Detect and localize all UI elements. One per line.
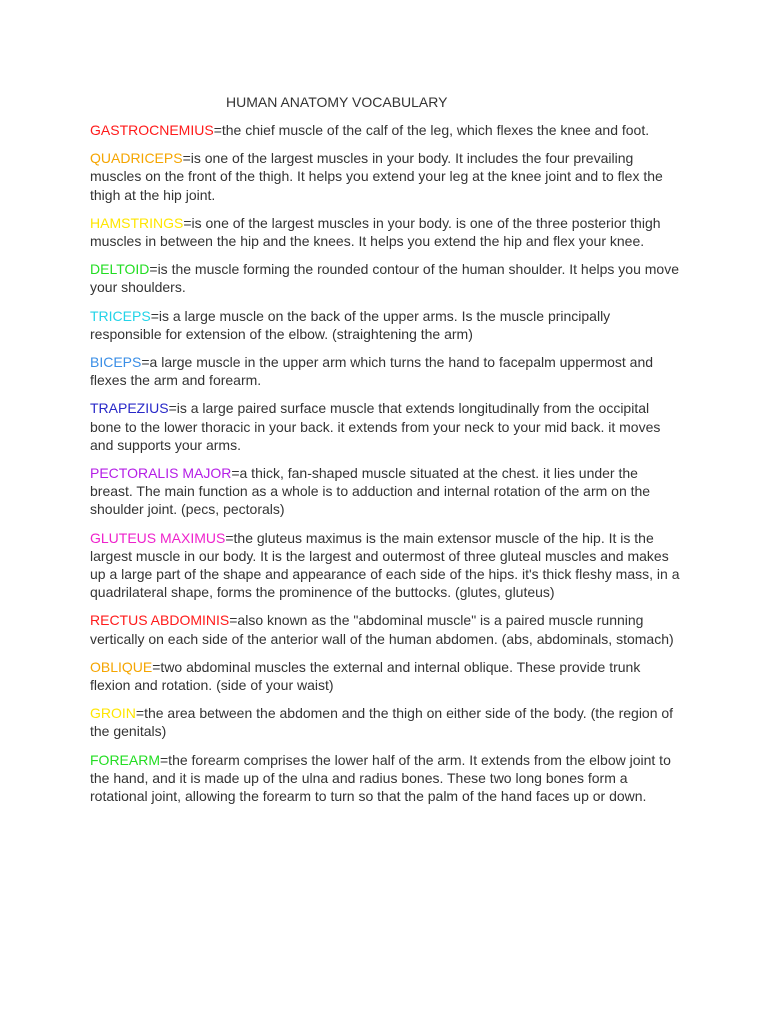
vocabulary-definition: =the chief muscle of the calf of the leg, which flexes the knee and foot. [213,122,650,138]
vocabulary-definition: =a thick, fan-shaped muscle situated at the chest. it lies under the breast. The main function as a whole is to adduction and internal rotation of the arm on the shoulder joint. (pecs, pectorals) [90,465,651,518]
vocabulary-definition: =is a large muscle on the back of the upper arms. Is the muscle principally responsible for extension of the elbow. (straightening the arm) [90,307,611,342]
vocabulary-term: FOREARM [90,751,160,768]
vocabulary-entry [90,307,684,343]
vocabulary-entry [90,149,684,204]
vocabulary-term: RECTUS ABDOMINIS [90,612,230,629]
vocabulary-list [90,121,684,815]
vocabulary-entry [90,121,684,139]
vocabulary-definition: =two abdominal muscles the external and internal oblique. These provide trunk flexion and rotation. (side of your waist) [90,658,641,694]
vocabulary-entry [90,260,684,296]
vocabulary-term: GASTROCNEMIUS [90,122,214,138]
vocabulary-definition: =the gluteus maximus is the main extensor muscle of the hip. It is the largest muscle in our body. It is the largest and outermost of three gluteal muscles and makes up a large part of the shape and appearance of each side of the hips. it's thick fleshy mass, in a quadrilateral shape, forms the prominence of the buttocks. (glutes, gluteus) [90,529,680,601]
vocabulary-term: TRICEPS [90,307,151,324]
vocabulary-term: DELTOID [90,261,150,278]
vocabulary-term: PECTORALIS MAJOR [90,465,232,482]
vocabulary-term: BICEPS [90,354,142,371]
vocabulary-entry [90,658,684,694]
vocabulary-definition: =is the muscle forming the rounded contour of the human shoulder. It helps you move your shoulders. [90,261,679,296]
vocabulary-term: GLUTEUS MAXIMUS [90,529,226,546]
vocabulary-entry [90,214,684,250]
vocabulary-term: GROIN [90,705,136,722]
vocabulary-definition: =the area between the abdomen and the thigh on either side of the body. (the region of the genitals) [90,705,674,740]
document-title: HUMAN ANATOMY VOCABULARY [226,94,448,110]
vocabulary-entry [90,704,684,740]
vocabulary-entry [90,751,684,806]
vocabulary-definition: =also known as the "abdominal muscle" is a paired muscle running vertically on each side of the anterior wall of the human abdomen. (abs, abdominals, stomach) [90,612,674,647]
vocabulary-term: QUADRICEPS [90,150,183,167]
vocabulary-definition: =is one of the largest muscles in your body. is one of the three posterior thigh muscles in between the hip and the knees. It helps you extend the hip and flex your knee. [90,214,661,250]
vocabulary-entry [90,464,684,519]
vocabulary-definition: =a large muscle in the upper arm which turns the hand to facepalm uppermost and flexes the arm and forearm. [90,354,654,389]
vocabulary-entry [90,399,684,454]
vocabulary-entry [90,353,684,389]
vocabulary-definition: =is one of the largest muscles in your body. It includes the four prevailing muscles on the front of the thigh. It helps you extend your leg at the knee joint and to flex the thigh at the hip joint. [90,150,663,203]
vocabulary-term: OBLIQUE [90,658,153,675]
vocabulary-entry [90,529,684,602]
vocabulary-term: HAMSTRINGS [90,214,184,231]
vocabulary-definition: =the forearm comprises the lower half of the arm. It extends from the elbow joint to the hand, and it is made up of the ulna and radius bones. These two long bones form a rotational joint, allowing the forearm to turn so that the palm of the hand faces up or down. [90,751,671,805]
vocabulary-definition: =is a large paired surface muscle that extends longitudinally from the occipital bone to the lower thoracic in your back. it extends from your neck to your mid back. it moves and supports your arms. [90,400,661,453]
vocabulary-term: TRAPEZIUS [90,400,169,417]
vocabulary-entry [90,611,684,647]
